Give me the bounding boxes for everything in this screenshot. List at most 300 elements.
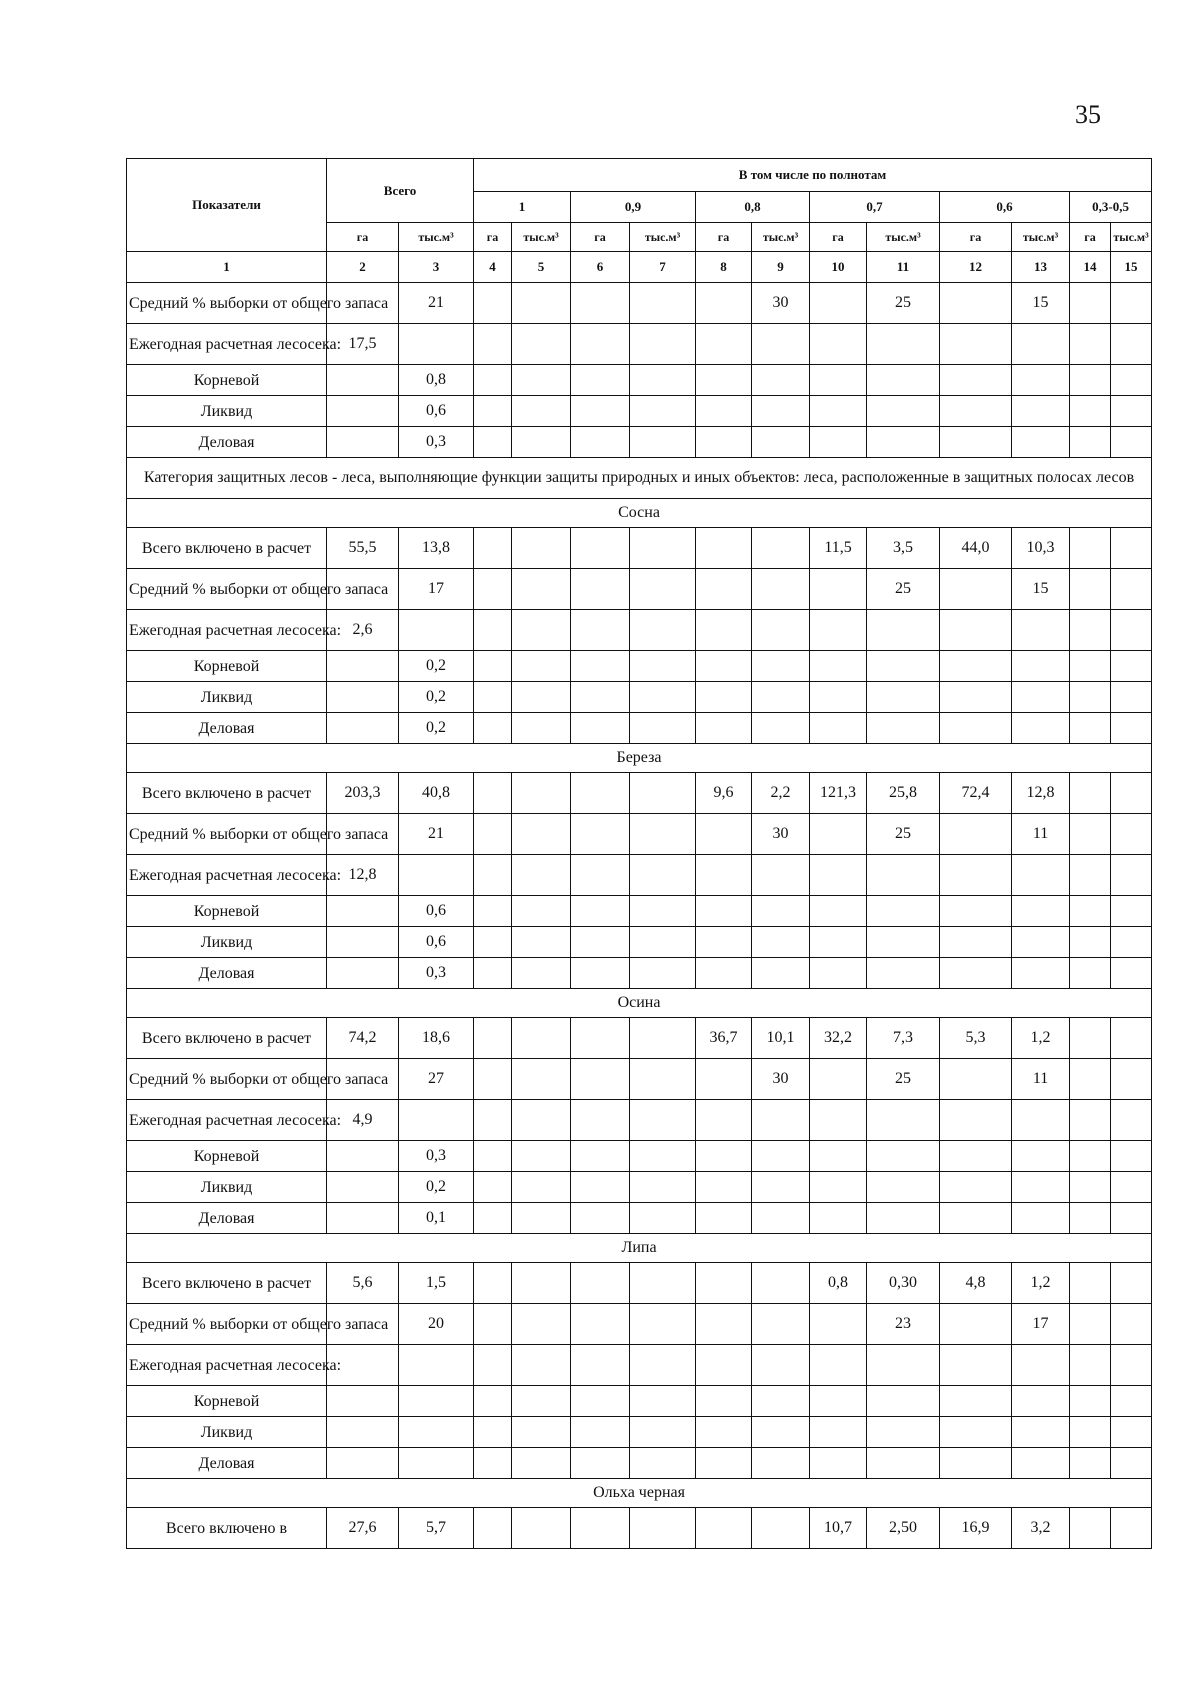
table-cell [571, 365, 630, 396]
table-cell [810, 896, 867, 927]
table-row [127, 1263, 1152, 1304]
table-cell [696, 427, 752, 458]
table-cell [696, 1417, 752, 1448]
table-cell: 121,3 [810, 773, 867, 814]
table-cell [1012, 1448, 1070, 1479]
table-cell [474, 1304, 512, 1345]
table-cell: 2,50 [867, 1508, 940, 1549]
table-cell: 0,30 [867, 1263, 940, 1304]
table-cell [474, 283, 512, 324]
table-cell [1070, 528, 1111, 569]
table-cell [867, 651, 940, 682]
table-cell [810, 1345, 867, 1386]
table-cell [630, 1448, 696, 1479]
table-cell: 30 [752, 814, 810, 855]
table-cell [1012, 324, 1070, 365]
table-cell: 0,6 [399, 396, 474, 427]
header-column-number: 9 [752, 252, 810, 283]
table-cell [1070, 1417, 1111, 1448]
table-cell [1012, 1386, 1070, 1417]
table-cell [1070, 814, 1111, 855]
table-cell [940, 1172, 1012, 1203]
table-cell [512, 610, 571, 651]
table-cell [1070, 1018, 1111, 1059]
header-unit: га [1070, 223, 1111, 252]
row-label: Ежегодная расчетная лесосека: [127, 1345, 327, 1386]
table-cell [867, 1100, 940, 1141]
table-cell [696, 1508, 752, 1549]
header-column-number: 1 [127, 252, 327, 283]
table-cell [940, 927, 1012, 958]
table-cell [327, 651, 399, 682]
table-cell [571, 1304, 630, 1345]
table-row [127, 1100, 1152, 1141]
table-cell [810, 1417, 867, 1448]
table-cell [571, 1508, 630, 1549]
table-row [127, 713, 1152, 744]
table-cell [327, 427, 399, 458]
table-cell [1012, 682, 1070, 713]
table-cell [512, 958, 571, 989]
table-cell [752, 682, 810, 713]
table-cell [571, 1448, 630, 1479]
row-label: Деловая [127, 1203, 327, 1234]
table-cell [512, 396, 571, 427]
table-cell [474, 1508, 512, 1549]
table-cell [752, 427, 810, 458]
table-cell [867, 365, 940, 396]
table-cell: 40,8 [399, 773, 474, 814]
table-row [127, 1172, 1152, 1203]
table-cell [512, 1203, 571, 1234]
table-cell: 0,3 [399, 958, 474, 989]
table-cell [474, 1263, 512, 1304]
table-cell [940, 814, 1012, 855]
table-cell [696, 1304, 752, 1345]
table-cell [474, 1100, 512, 1141]
table-row [127, 1203, 1152, 1234]
table-cell [752, 324, 810, 365]
table-cell [571, 1018, 630, 1059]
table-cell [1111, 927, 1152, 958]
table-cell [1070, 713, 1111, 744]
table-cell [1111, 1203, 1152, 1234]
table-cell [1111, 1386, 1152, 1417]
table-cell [1111, 569, 1152, 610]
table-cell [810, 1448, 867, 1479]
header-column-number: 13 [1012, 252, 1070, 283]
table-cell [1070, 427, 1111, 458]
header-column-number: 12 [940, 252, 1012, 283]
header-column-number: 15 [1111, 252, 1152, 283]
table-cell [571, 1203, 630, 1234]
table-cell [810, 1141, 867, 1172]
table-cell [327, 1417, 399, 1448]
table-cell [630, 896, 696, 927]
table-row [127, 1018, 1152, 1059]
table-cell [630, 1304, 696, 1345]
header-column-number: 14 [1070, 252, 1111, 283]
table-cell [867, 396, 940, 427]
table-cell [867, 1448, 940, 1479]
table-row [127, 958, 1152, 989]
table-cell: 203,3 [327, 773, 399, 814]
species-title: Сосна [127, 499, 1152, 528]
table-cell [696, 283, 752, 324]
table-cell [512, 528, 571, 569]
table-cell [474, 324, 512, 365]
table-cell [474, 1448, 512, 1479]
table-cell [752, 610, 810, 651]
species-title-row [127, 1479, 1152, 1508]
table-cell: 11,5 [810, 528, 867, 569]
table-cell [940, 324, 1012, 365]
table-cell [571, 855, 630, 896]
row-label: Всего включено в расчет [127, 528, 327, 569]
table-cell [940, 1059, 1012, 1100]
table-cell [752, 569, 810, 610]
table-cell [512, 1263, 571, 1304]
table-cell [1070, 1508, 1111, 1549]
table-cell [1070, 651, 1111, 682]
table-cell [630, 927, 696, 958]
table-cell [696, 324, 752, 365]
table-cell [630, 283, 696, 324]
table-cell [810, 927, 867, 958]
row-label: Ежегодная расчетная лесосека: [127, 610, 327, 651]
table-cell [940, 283, 1012, 324]
table-row [127, 896, 1152, 927]
table-cell [512, 1172, 571, 1203]
category-title: Категория защитных лесов - леса, выполняющие функции защиты природных и иных объектов: леса, расположенные в защитных полосах лесов [127, 458, 1152, 499]
header-unit: га [696, 223, 752, 252]
header-unit: тыс.м³ [752, 223, 810, 252]
table-cell [630, 1263, 696, 1304]
header-column-number: 7 [630, 252, 696, 283]
table-cell [1070, 569, 1111, 610]
table-cell [630, 958, 696, 989]
header-column-number: 3 [399, 252, 474, 283]
table-cell [571, 427, 630, 458]
header-density: 0,3-0,5 [1070, 192, 1152, 223]
table-cell [810, 1203, 867, 1234]
table-cell [752, 1172, 810, 1203]
table-cell [810, 1059, 867, 1100]
table-cell: 12,8 [327, 855, 399, 896]
table-cell [1012, 1417, 1070, 1448]
table-cell [1070, 324, 1111, 365]
table-row [127, 682, 1152, 713]
table-cell [752, 1386, 810, 1417]
table-cell [1070, 1345, 1111, 1386]
table-cell: 25 [867, 283, 940, 324]
table-cell [327, 713, 399, 744]
table-cell [810, 610, 867, 651]
table-cell [940, 365, 1012, 396]
table-cell: 15 [1012, 283, 1070, 324]
table-cell [696, 1345, 752, 1386]
table-cell [630, 1100, 696, 1141]
table-cell [327, 896, 399, 927]
table-cell [752, 651, 810, 682]
table-cell [474, 958, 512, 989]
table-row [127, 773, 1152, 814]
table-cell [696, 713, 752, 744]
forest-data-table [126, 158, 1152, 1549]
row-label: Ликвид [127, 927, 327, 958]
table-cell [571, 814, 630, 855]
table-cell [696, 1203, 752, 1234]
table-cell [474, 814, 512, 855]
table-cell [512, 1059, 571, 1100]
table-cell [867, 927, 940, 958]
table-cell [752, 713, 810, 744]
table-cell: 17 [1012, 1304, 1070, 1345]
table-cell: 1,5 [399, 1263, 474, 1304]
table-cell [867, 1417, 940, 1448]
table-cell [571, 1172, 630, 1203]
row-label: Средний % выборки от общего запаса [127, 569, 327, 610]
table-cell [512, 365, 571, 396]
table-cell [630, 365, 696, 396]
table-cell: 20 [399, 1304, 474, 1345]
table-cell [1012, 713, 1070, 744]
table-cell: 0,8 [399, 365, 474, 396]
table-cell [940, 713, 1012, 744]
species-title: Липа [127, 1234, 1152, 1263]
table-cell [696, 1141, 752, 1172]
table-cell [474, 1172, 512, 1203]
row-label: Всего включено в расчет [127, 773, 327, 814]
header-indicators: Показатели [127, 159, 327, 252]
row-label: Средний % выборки от общего запаса [127, 283, 327, 324]
table-cell [1111, 528, 1152, 569]
table-cell: 11 [1012, 814, 1070, 855]
table-cell: 1,2 [1012, 1018, 1070, 1059]
table-cell [571, 651, 630, 682]
table-cell [696, 1172, 752, 1203]
table-cell [1070, 855, 1111, 896]
table-cell: 21 [399, 814, 474, 855]
table-row [127, 427, 1152, 458]
row-label: Корневой [127, 896, 327, 927]
table-cell [867, 1172, 940, 1203]
table-cell [571, 1386, 630, 1417]
header-unit: га [571, 223, 630, 252]
table-cell [867, 1141, 940, 1172]
species-title-row [127, 499, 1152, 528]
header-column-number: 5 [512, 252, 571, 283]
table-cell [810, 682, 867, 713]
table-cell [474, 1345, 512, 1386]
table-cell [399, 610, 474, 651]
table-row [127, 283, 1152, 324]
table-cell: 74,2 [327, 1018, 399, 1059]
table-cell [399, 1417, 474, 1448]
table-cell: 5,7 [399, 1508, 474, 1549]
table-cell [810, 713, 867, 744]
table-cell [867, 855, 940, 896]
row-label: Средний % выборки от общего запаса [127, 1059, 327, 1100]
table-cell [1012, 896, 1070, 927]
table-cell: 0,2 [399, 651, 474, 682]
table-cell [474, 528, 512, 569]
table-cell [1012, 1141, 1070, 1172]
table-cell [474, 569, 512, 610]
table-cell [1111, 1345, 1152, 1386]
table-cell [327, 365, 399, 396]
table-cell [327, 927, 399, 958]
table-cell [810, 569, 867, 610]
table-cell [1070, 365, 1111, 396]
table-cell [630, 569, 696, 610]
table-cell [399, 1386, 474, 1417]
header-column-number: 2 [327, 252, 399, 283]
table-cell [1111, 814, 1152, 855]
table-row [127, 1059, 1152, 1100]
table-cell [810, 651, 867, 682]
table-cell [571, 713, 630, 744]
table-cell [1111, 651, 1152, 682]
table-cell: 18,6 [399, 1018, 474, 1059]
table-cell [752, 1203, 810, 1234]
table-cell [571, 773, 630, 814]
table-cell: 0,3 [399, 1141, 474, 1172]
table-cell [1111, 283, 1152, 324]
table-row [127, 1345, 1152, 1386]
table-body [127, 283, 1152, 1549]
table-cell [940, 1203, 1012, 1234]
table-cell: 30 [752, 1059, 810, 1100]
table-cell [810, 958, 867, 989]
table-cell [1012, 1100, 1070, 1141]
table-cell [630, 1386, 696, 1417]
table-cell [1111, 427, 1152, 458]
table-row [127, 814, 1152, 855]
table-cell [571, 1417, 630, 1448]
table-cell [940, 610, 1012, 651]
table-cell [630, 651, 696, 682]
table-cell [696, 855, 752, 896]
row-label: Ликвид [127, 682, 327, 713]
table-cell [512, 713, 571, 744]
header-unit: га [940, 223, 1012, 252]
table-cell [1012, 651, 1070, 682]
table-cell [474, 396, 512, 427]
table-cell [810, 283, 867, 324]
table-cell [630, 1508, 696, 1549]
table-cell [630, 682, 696, 713]
table-cell [1111, 324, 1152, 365]
table-cell [571, 283, 630, 324]
table-cell [1111, 1100, 1152, 1141]
table-cell [399, 324, 474, 365]
table-cell [810, 855, 867, 896]
table-cell [696, 1059, 752, 1100]
table-cell: 16,9 [940, 1508, 1012, 1549]
table-cell [1012, 1203, 1070, 1234]
table-cell [752, 1141, 810, 1172]
table-cell [474, 855, 512, 896]
table-cell [512, 1141, 571, 1172]
table-cell: 5,6 [327, 1263, 399, 1304]
table-row [127, 610, 1152, 651]
table-cell: 0,2 [399, 1172, 474, 1203]
table-cell [630, 814, 696, 855]
table-cell [810, 365, 867, 396]
header-column-number: 11 [867, 252, 940, 283]
table-cell [940, 958, 1012, 989]
header-unit: тыс.м³ [867, 223, 940, 252]
table-cell: 0,3 [399, 427, 474, 458]
table-cell [474, 927, 512, 958]
table-cell [867, 1386, 940, 1417]
table-cell: 0,2 [399, 682, 474, 713]
table-cell [512, 1018, 571, 1059]
table-cell [752, 396, 810, 427]
table-cell [630, 1203, 696, 1234]
table-cell [810, 427, 867, 458]
table-cell [399, 1448, 474, 1479]
table-cell [696, 1100, 752, 1141]
table-cell [867, 896, 940, 927]
table-cell: 25,8 [867, 773, 940, 814]
table-cell [752, 1263, 810, 1304]
row-label: Деловая [127, 1448, 327, 1479]
page-number: 35 [1075, 100, 1101, 129]
table-cell [474, 682, 512, 713]
header-unit: га [810, 223, 867, 252]
table-cell [1012, 927, 1070, 958]
table-row [127, 1304, 1152, 1345]
table-cell [630, 773, 696, 814]
table-cell [474, 1018, 512, 1059]
header-density: 0,9 [571, 192, 696, 223]
table-cell: 0,6 [399, 896, 474, 927]
table-cell [474, 610, 512, 651]
table-cell [752, 1100, 810, 1141]
table-cell [1012, 958, 1070, 989]
table-cell [696, 927, 752, 958]
table-cell [1070, 610, 1111, 651]
row-label: Деловая [127, 427, 327, 458]
table-cell [752, 1448, 810, 1479]
table-cell [1070, 396, 1111, 427]
table-cell [630, 1345, 696, 1386]
table-cell: 1,2 [1012, 1263, 1070, 1304]
table-header [127, 159, 1152, 283]
table-cell [752, 927, 810, 958]
table-cell [630, 1172, 696, 1203]
row-label: Корневой [127, 1141, 327, 1172]
row-label: Корневой [127, 365, 327, 396]
table-cell [1111, 773, 1152, 814]
table-cell: 4,9 [327, 1100, 399, 1141]
table-cell [696, 569, 752, 610]
table-cell [1070, 1059, 1111, 1100]
table-cell [1111, 713, 1152, 744]
species-title-row [127, 744, 1152, 773]
table-cell [810, 1172, 867, 1203]
table-cell [571, 610, 630, 651]
table-cell [1111, 896, 1152, 927]
table-cell: 3,5 [867, 528, 940, 569]
row-label: Ежегодная расчетная лесосека: [127, 855, 327, 896]
table-cell [327, 1448, 399, 1479]
table-cell [327, 682, 399, 713]
table-cell [571, 1059, 630, 1100]
table-cell [630, 396, 696, 427]
